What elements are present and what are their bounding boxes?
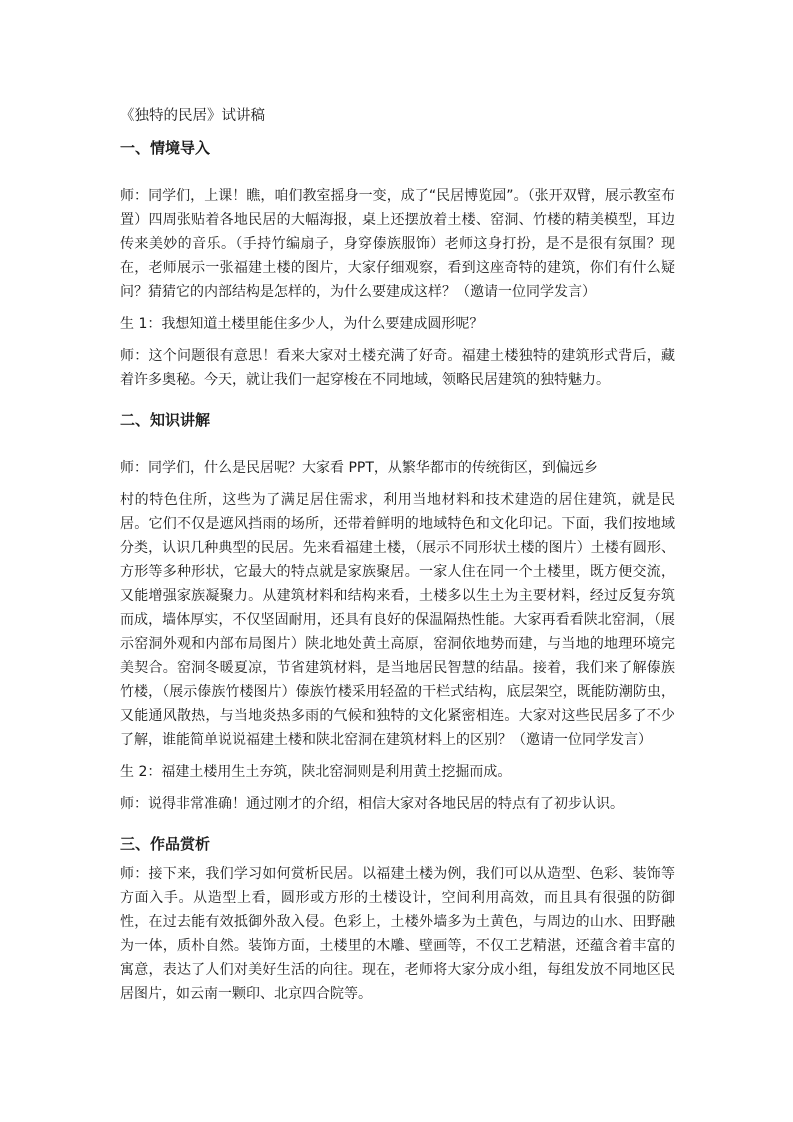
section-heading-intro: 一、情境导入: [120, 139, 211, 157]
document-title: 《独特的民居》试讲稿: [120, 108, 265, 124]
section-heading-appreciation: 三、作品赏析: [120, 835, 211, 853]
paragraph-teacher-response-1: 师：这个问题很有意思！看来大家对土楼充满了好奇。福建土楼独特的建筑形式背后，藏着许多奥秘。今天，就让我们一起穿梭在不同地域，领略民居建筑的独特魅力。: [120, 348, 675, 388]
paragraph-student-1: 生 1：我想知道土楼里能住多少人，为什么要建成圆形呢？: [120, 316, 484, 332]
paragraph-teacher-intro: 师：同学们，上课！瞧，咱们教室摇身一变，成了“民居博览园”。（张开双臂，展示教室布置）四周张贴着各地民居的大幅海报，桌上还摆放着土楼、窑洞、竹楼的精美模型，耳边传来美妙的音乐。（手持竹编扇子，身穿傣族服饰）老师这身打扮，是不是很有氛围？现在，老师展示一张福建土楼的图片，大家仔细观察，看到这座奇特的建筑，你们有什么疑问？猜猜它的内部结构是怎样的，为什么要建成这样？（邀请一位同学发言）: [120, 188, 675, 300]
paragraph-teacher-explanation: 村的特色住所，这些为了满足居住需求，利用当地材料和技术建造的居住建筑，就是民居。它们不仅是遮风挡雨的场所，还带着鲜明的地域特色和文化印记。下面，我们按地域分类，认识几种典型的民居。先来看福建土楼，（展示不同形状土楼的图片）土楼有圆形、方形等多种形状，它最大的特点就是家族聚居。一家人住在同一个土楼里，既方便交流，又能增强家族凝聚力。从建筑材料和结构来看，土楼多以生土为主要材料，经过反复夯筑而成，墙体厚实，不仅坚固耐用，还具有良好的保温隔热性能。大家再看看陕北窑洞，（展示窑洞外观和内部布局图片）陕北地处黄土高原，窑洞依地势而建，与当地的地理环境完美契合。窑洞冬暖夏凉，节省建筑材料，是当地居民智慧的结晶。接着，我们来了解傣族竹楼，（展示傣族竹楼图片）傣族竹楼采用轻盈的干栏式结构，底层架空，既能防潮防虫，又能通风散热，与当地炎热多雨的气候和独特的文化紧密相连。大家对这些民居多了不少了解，谁能简单说说福建土楼和陕北窑洞在建筑材料上的区别？（邀请一位同学发言）: [120, 492, 675, 748]
paragraph-teacher-appreciation: 师：接下来，我们学习如何赏析民居。以福建土楼为例，我们可以从造型、色彩、装饰等方面入手。从造型上看，圆形或方形的土楼设计，空间利用高效，而且具有很强的防御性，在过去能有效抵御外敌入侵。色彩上，土楼外墙多为土黄色，与周边的山水、田野融为一体，质朴自然。装饰方面，土楼里的木雕、壁画等，不仅工艺精湛，还蕴含着丰富的寓意，表达了人们对美好生活的向往。现在，老师将大家分成小组，每组发放不同地区民居图片，如云南一颗印、北京四合院等。: [120, 866, 675, 1002]
paragraph-teacher-response-2: 师：说得非常准确！通过刚才的介绍，相信大家对各地民居的特点有了初步认识。: [120, 796, 624, 812]
section-heading-knowledge: 二、知识讲解: [120, 411, 211, 429]
document-page: [120, 106, 675, 1006]
paragraph-student-2: 生 2：福建土楼用生土夯筑，陕北窑洞则是利用黄土挖掘而成。: [120, 764, 512, 780]
paragraph-teacher-what-is-minju: 师：同学们，什么是民居呢？大家看 PPT，从繁华都市的传统街区，到偏远乡: [120, 460, 598, 476]
